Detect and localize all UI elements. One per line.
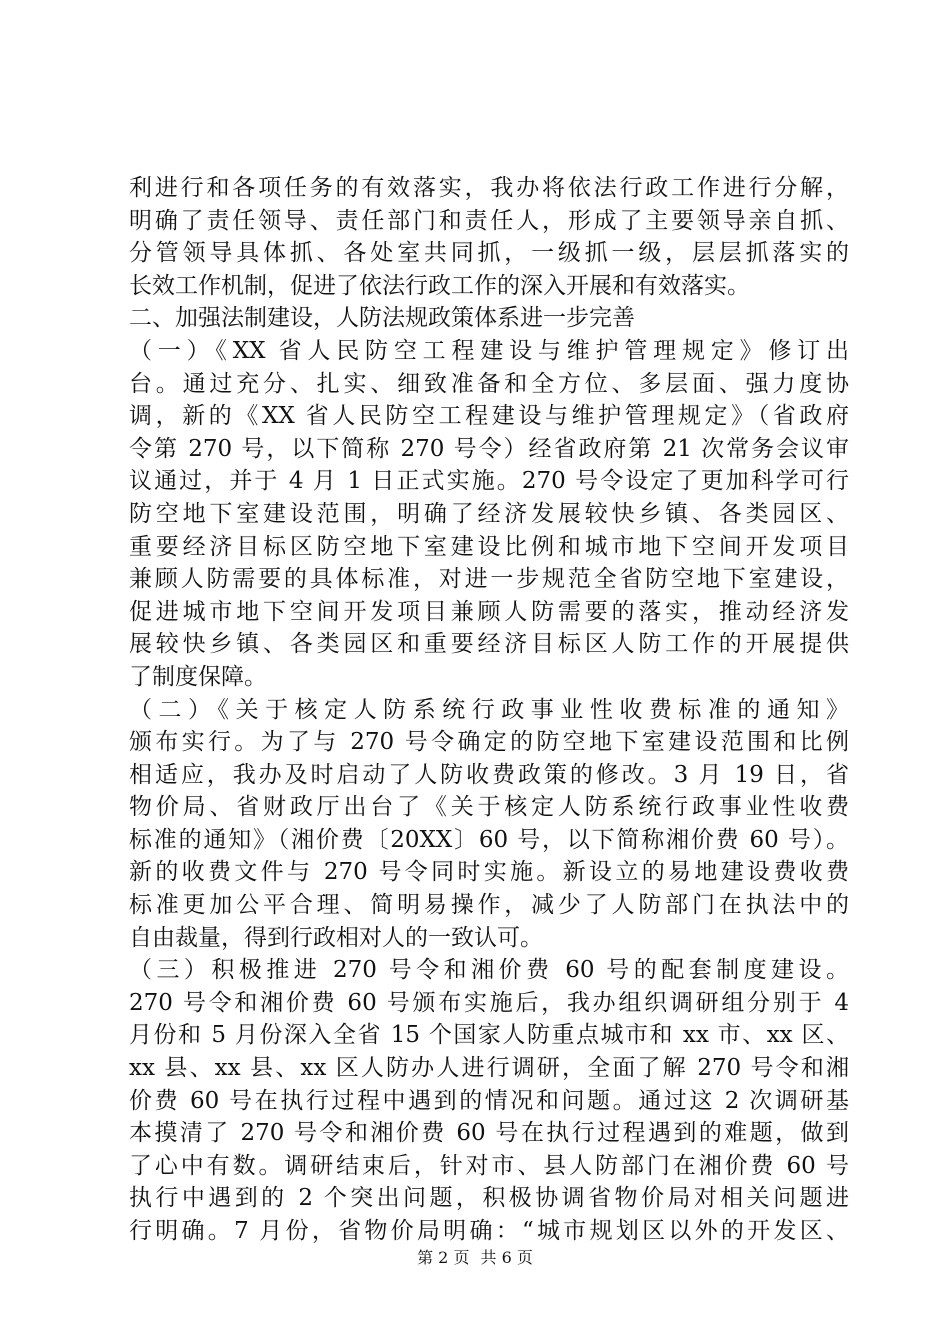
text-line: 令第 270 号，以下简称 270 号令）经省政府第 21 次常务会议审	[129, 435, 849, 462]
text-line: xx 县、xx 县、xx 区人防办人进行调研，全面了解 270 号令和湘	[129, 1055, 849, 1082]
text-line: 价费 60 号在执行过程中遇到的情况和问题。通过这 2 次调研基	[129, 1087, 849, 1114]
text-line: 调，新的《XX 省人民防空工程建设与维护管理规定》（省政府	[129, 403, 849, 430]
text-line: 自由裁量，得到行政相对人的一致认可。	[129, 924, 543, 951]
text-line: （一）《XX 省人民防空工程建设与维护管理规定》修订出	[129, 337, 849, 364]
text-line: 议通过，并于 4 月 1 日正式实施。270 号令设定了更加科学可行	[129, 468, 849, 495]
text-line: 行明确。7 月份，省物价局明确：“城市规划区以外的开发区、	[129, 1218, 849, 1244]
text-line: 物价局、省财政厅出台了《关于核定人防系统行政事业性收费	[129, 794, 849, 821]
text-line: 长效工作机制，促进了依法行政工作的深入开展和有效落实。	[129, 272, 750, 299]
text-line: 利进行和各项任务的有效落实，我办将依法行政工作进行分解，	[129, 175, 849, 201]
text-line: （三）积极推进 270 号令和湘价费 60 号的配套制度建设。	[129, 957, 849, 984]
text-line: 二、加强法制建设，人防法规政策体系进一步完善	[129, 305, 635, 332]
text-line: 兼顾人防需要的具体标准，对进一步规范全省防空地下室建设，	[129, 566, 849, 593]
text-line: 了心中有数。调研结束后，针对市、县人防部门在湘价费 60 号	[129, 1152, 849, 1179]
text-line: 270 号令和湘价费 60 号颁布实施后，我办组织调研组分别于 4	[129, 989, 849, 1016]
text-line: 颁布实行。为了与 270 号令确定的防空地下室建设范围和比例	[129, 729, 849, 756]
text-line: 促进城市地下空间开发项目兼顾人防需要的落实，推动经济发	[129, 598, 849, 625]
text-line: 分管领导具体抓、各处室共同抓，一级抓一级，层层抓落实的	[129, 240, 849, 267]
text-line: 本摸清了 270 号令和湘价费 60 号在执行过程遇到的难题，做到	[129, 1120, 849, 1147]
text-line: 台。通过充分、扎实、细致准备和全方位、多层面、强力度协	[129, 370, 849, 397]
text-line: 标准更加公平合理、简明易操作，减少了人防部门在执法中的	[129, 892, 849, 919]
text-line: 标准的通知》（湘价费〔20XX〕60 号，以下简称湘价费 60 号）。	[129, 826, 849, 853]
text-line: 重要经济目标区防空地下室建设比例和城市地下空间开发项目	[129, 533, 849, 560]
page-total: 共 6 页	[480, 1248, 533, 1267]
text-line: 展较快乡镇、各类园区和重要经济目标区人防工作的开展提供	[129, 631, 849, 658]
text-line: 明确了责任领导、责任部门和责任人，形成了主要领导亲自抓、	[129, 207, 849, 234]
text-line: 相适应，我办及时启动了人防收费政策的修改。3 月 19 日，省	[129, 761, 849, 788]
text-line: 执行中遇到的 2 个突出问题，积极协调省物价局对相关问题进	[129, 1185, 849, 1212]
text-line: （二）《关于核定人防系统行政事业性收费标准的通知》	[129, 696, 849, 723]
text-line: 防空地下室建设范围，明确了经济发展较快乡镇、各类园区、	[129, 500, 849, 527]
text-line: 了制度保障。	[129, 663, 267, 690]
page-footer	[0, 1245, 950, 1268]
document-body	[129, 172, 849, 1248]
page-number: 第 2 页	[417, 1248, 470, 1267]
text-line: 月份和 5 月份深入全省 15 个国家人防重点城市和 xx 市、xx 区、	[129, 1022, 849, 1049]
text-line: 新的收费文件与 270 号令同时实施。新设立的易地建设费收费	[129, 859, 849, 886]
